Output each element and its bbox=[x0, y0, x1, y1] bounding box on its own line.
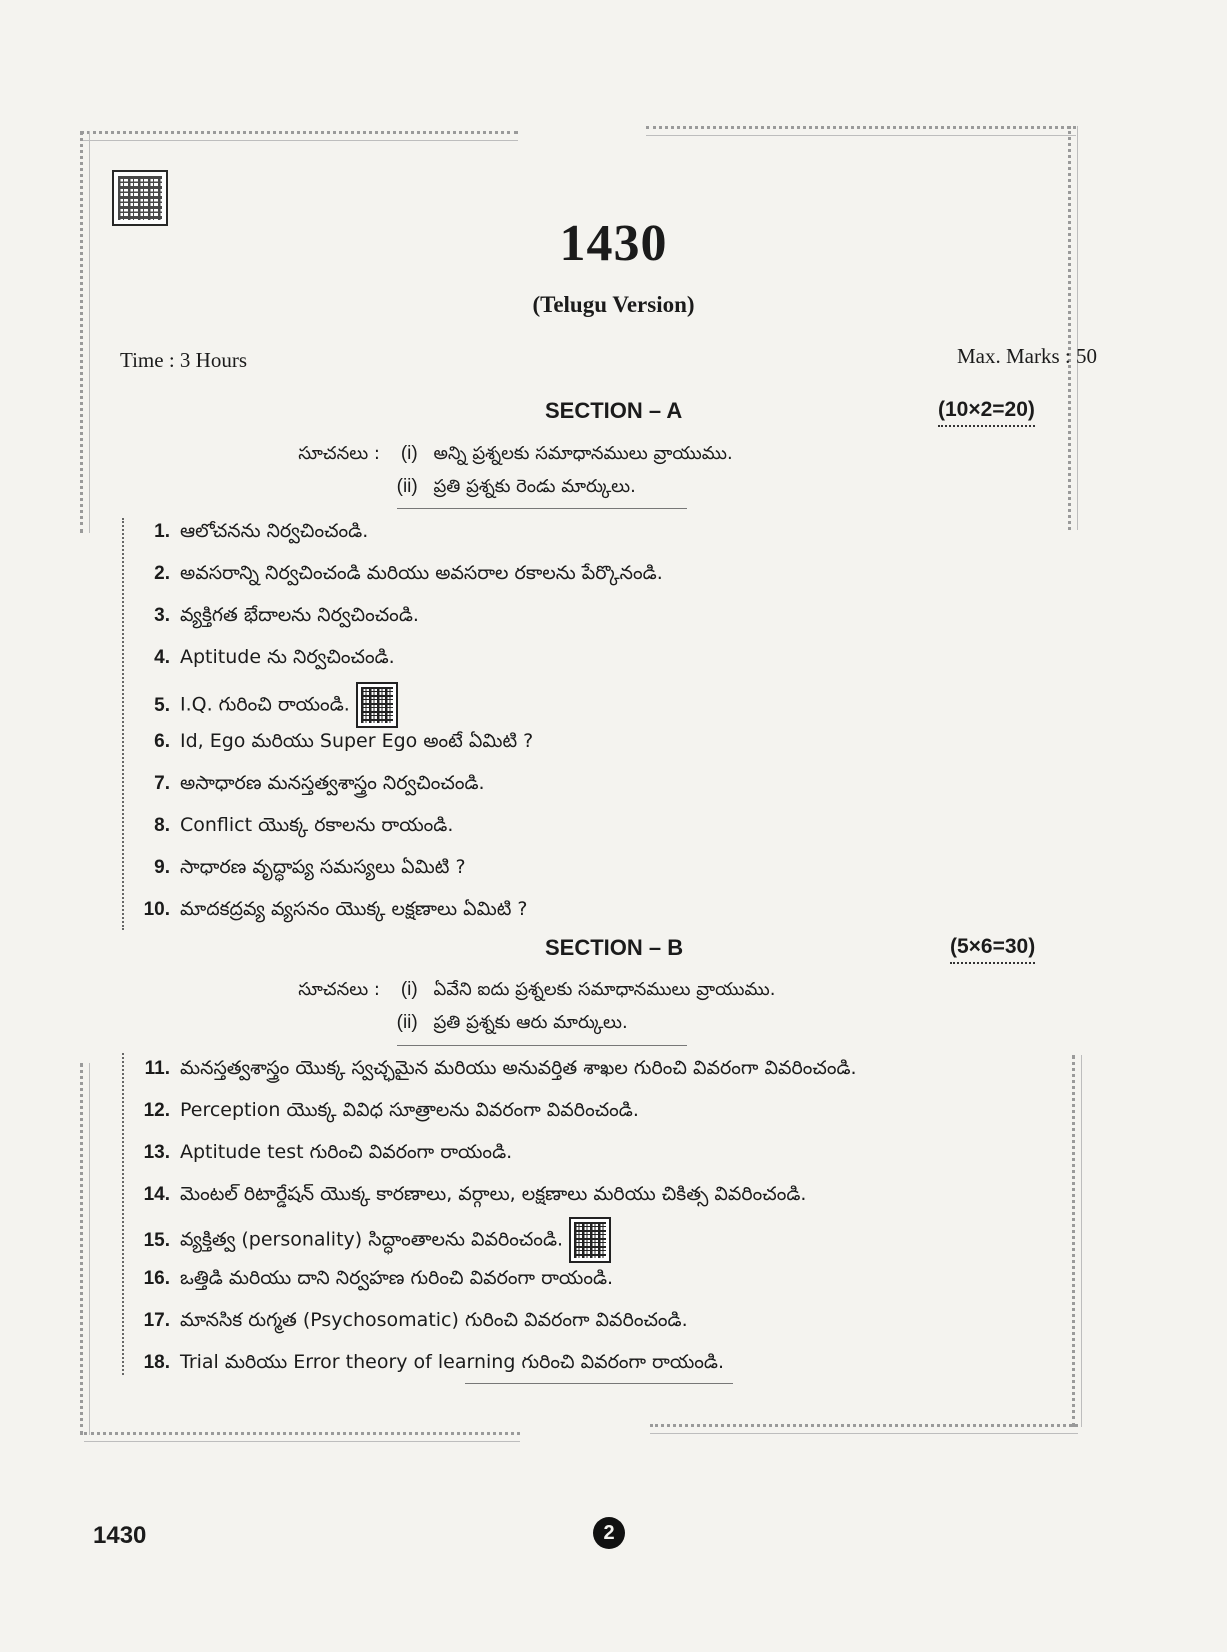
right-border-bottom bbox=[1072, 1055, 1082, 1427]
question-item: 11. మనస్తత్వశాస్త్రం యొక్క స్వచ్ఛమైన మరియు అనువర్తిత శాఖల గురించి వివరంగా వివరించండి. bbox=[144, 1057, 857, 1079]
right-border-top bbox=[1068, 126, 1078, 530]
question-item: 18. Trial మరియు Error theory of learning గురించి వివరంగా రాయండి. bbox=[143, 1351, 725, 1373]
top-border-right bbox=[646, 126, 1076, 136]
question-item: 14. మెంటల్ రిటార్డేషన్ యొక్క కారణాలు, వర్గాలు, లక్షణాలు మరియు చికిత్స వివరించండి. bbox=[143, 1183, 807, 1205]
qr-code-icon bbox=[569, 1217, 611, 1263]
section-a-instruction-1 bbox=[252, 443, 733, 468]
page-number-badge: 2 bbox=[593, 1517, 625, 1549]
instruction-number: (i) bbox=[400, 979, 418, 1000]
instruction-text: ఏవేని ఐదు ప్రశ్నలకు సమాధానములు వ్రాయుము. bbox=[433, 979, 776, 1000]
end-rule bbox=[465, 1383, 733, 1384]
question-item: 1. ఆలోచనను నిర్వచించండి. bbox=[154, 520, 369, 542]
instruction-text: ప్రతి ప్రశ్నకు రెండు మార్కులు. bbox=[433, 476, 636, 497]
qr-code-icon bbox=[356, 682, 398, 728]
question-item: 16. ఒత్తిడి మరియు దాని నిర్వహణ గురించి వివరంగా రాయండి. bbox=[143, 1267, 614, 1289]
section-b-instruction-2 bbox=[252, 1012, 628, 1037]
question-item: 8. Conflict యొక్క రకాలను రాయండి. bbox=[154, 814, 454, 836]
instruction-rule bbox=[397, 1045, 687, 1046]
section-a-margin-rule bbox=[122, 518, 124, 930]
section-a-title: SECTION – A bbox=[545, 398, 683, 423]
question-item: 9. సాధారణ వృద్ధాప్య సమస్యలు ఏమిటి ? bbox=[154, 856, 466, 878]
question-item: 7. అసాధారణ మనస్తత్వశాస్త్రం నిర్వచించండి. bbox=[154, 772, 485, 794]
instructions-label: సూచనలు : bbox=[298, 979, 380, 1000]
instructions-label: సూచనలు : bbox=[298, 443, 380, 464]
max-marks: Max. Marks : 50 bbox=[957, 344, 1097, 368]
bottom-border-right bbox=[650, 1424, 1078, 1434]
footer-paper-code: 1430 bbox=[93, 1522, 147, 1549]
paper-code-title: 1430 bbox=[559, 215, 668, 272]
section-a-marks: (10×2=20) bbox=[938, 398, 1035, 421]
section-b-marks: (5×6=30) bbox=[950, 935, 1036, 958]
question-item: 3. వ్యక్తిగత భేదాలను నిర్వచించండి. bbox=[154, 604, 419, 626]
instruction-number: (ii) bbox=[396, 1012, 418, 1033]
question-item: 13. Aptitude test గురించి వివరంగా రాయండి. bbox=[143, 1141, 513, 1163]
paper-version: (Telugu Version) bbox=[532, 292, 695, 317]
question-item: 4. Aptitude ను నిర్వచించండి. bbox=[154, 646, 395, 668]
instruction-number: (i) bbox=[400, 443, 418, 464]
instruction-text: ప్రతి ప్రశ్నకు ఆరు మార్కులు. bbox=[433, 1012, 628, 1033]
left-border-top bbox=[80, 131, 90, 533]
time-allowed: Time : 3 Hours bbox=[120, 348, 247, 372]
section-b-margin-rule bbox=[122, 1053, 124, 1375]
section-b-instruction-1 bbox=[252, 979, 776, 1004]
instruction-rule bbox=[397, 508, 687, 509]
left-border-bottom bbox=[80, 1063, 90, 1435]
bottom-border-left bbox=[84, 1432, 520, 1442]
question-item: 2. అవసరాన్ని నిర్వచించండి మరియు అవసరాల రకాలను పేర్కొనండి. bbox=[154, 562, 663, 584]
question-item: 10. మాదకద్రవ్య వ్యసనం యొక్క లక్షణాలు ఏమిటి ? bbox=[143, 898, 528, 920]
section-b-title: SECTION – B bbox=[545, 935, 684, 960]
question-item: 15. వ్యక్తిత్వ (personality) సిద్ధాంతాలను వివరించండి. bbox=[126, 1217, 611, 1263]
question-item: 5. I.Q. గురించి రాయండి. bbox=[126, 682, 398, 728]
question-item: 6. Id, Ego మరియు Super Ego అంటే ఏమిటి ? bbox=[154, 730, 534, 752]
instruction-number: (ii) bbox=[396, 476, 418, 497]
top-border-left bbox=[80, 131, 518, 141]
question-item: 17. మానసిక రుగ్మత (Psychosomatic) గురించి వివరంగా వివరించండి. bbox=[143, 1309, 688, 1331]
question-item: 12. Perception యొక్క వివిధ సూత్రాలను వివరంగా వివరించండి. bbox=[143, 1099, 639, 1121]
section-a-instruction-2 bbox=[252, 476, 636, 501]
instruction-text: అన్ని ప్రశ్నలకు సమాధానములు వ్రాయుము. bbox=[433, 443, 733, 464]
